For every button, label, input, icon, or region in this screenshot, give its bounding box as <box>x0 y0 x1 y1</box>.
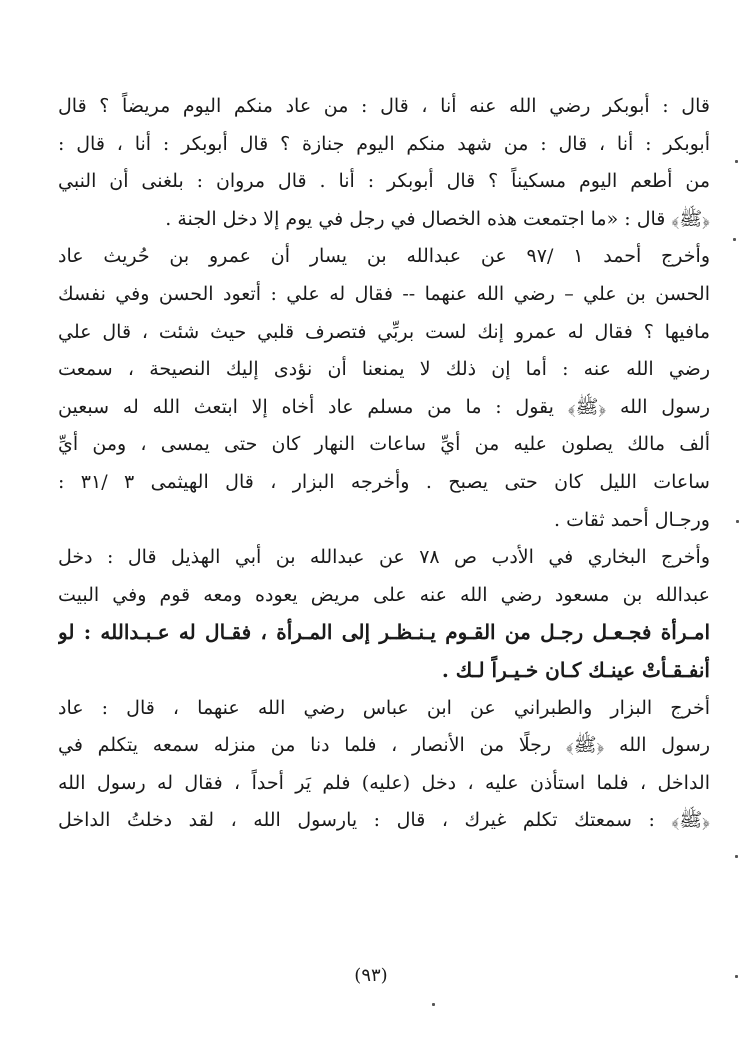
text-line: أبوبكر : أنا ، قال : من شهد منكم اليوم جنازة ؟ قال أبوبكر : أنا ، قال : <box>58 132 710 155</box>
page-body <box>58 88 710 840</box>
scan-speck <box>432 1003 435 1006</box>
text-line: رسول الله ﴿ﷺ﴾ رجلًا من الأنصار ، فلما دنا من منزله سمعه يتكلم في <box>58 734 710 757</box>
text-line: الداخل ، فلما استأذن عليه ، دخل (عليه) فلم يَر أحداً ، فقال له رسول الله <box>58 771 710 794</box>
text-line: الحسن بن علي – رضي الله عنهما -- فقال له علي : أتعود الحسن وفي نفسك <box>58 282 710 305</box>
text-line: وأخرج أحمد ١ /٩٧ عن عبدالله بن يسار أن عمرو بن حُريث عاد <box>58 245 710 268</box>
text-line: مافيها ؟ فقال له عمرو إنك لست بربِّي فتصرف قلبي حيث شئت ، قال علي <box>58 320 710 343</box>
text-line: من أطعم اليوم مسكيناً ؟ قال أبوبكر : أنا . قال مروان : بلغنى أن النبي <box>58 170 710 193</box>
text-line-bold: امـرأة فجـعـل رجـل من القـوم يـنـظـر إلى المـرأة ، فقـال له عـبـدالله : لو <box>58 620 710 645</box>
text-line: عبدالله بن مسعود رضي الله عنه على مريض يعوده ومعه قوم وفي البيت <box>58 583 710 606</box>
text-line: ورجـال أحمد ثقات . <box>554 508 710 531</box>
paragraph-1 <box>58 88 710 238</box>
text-line: ﴿ﷺ﴾ : سمعتك تكلم غيرك ، قال : يارسول الله ، لقد دخلتُ الداخل <box>58 809 710 832</box>
text-line: رسول الله ﴿ﷺ﴾ يقول : ما من مسلم عاد أخاه إلا ابتعث الله له سبعين <box>58 395 710 418</box>
text-line-bold: أنفـقـأتْ عينـك كـان خـيـراً لـك . <box>441 657 710 682</box>
scan-speck <box>736 520 739 523</box>
text-line: ساعات الليل كان حتى يصبح . وأخرجه البزار ، قال الهيثمى ٣ /٣١ : <box>58 470 710 493</box>
scan-speck <box>735 160 738 163</box>
text-line: وأخرج البخاري في الأدب ص ٧٨ عن عبدالله بن أبي الهذيل قال : دخل <box>58 546 710 569</box>
page-number: (٩٣) <box>354 965 388 986</box>
paragraph-2 <box>58 238 710 539</box>
scan-speck <box>733 238 736 241</box>
text-line: أخرج البزار والطبراني عن ابن عباس رضي الله عنهما ، قال : عاد <box>58 696 710 719</box>
text-line: ألف مالك يصلون عليه من أيِّ ساعات النهار كان حتى يمسى ، ومن أيِّ <box>58 433 710 456</box>
scan-speck <box>735 975 738 978</box>
scan-speck <box>735 855 738 858</box>
paragraph-4 <box>58 690 710 840</box>
paragraph-3 <box>58 539 710 689</box>
text-line: رضي الله عنه : أما إن ذلك لا يمنعنا أن نؤدى إليك النصيحة ، سمعت <box>58 358 710 381</box>
text-line: قال : أبوبكر رضي الله عنه أنا ، قال : من عاد منكم اليوم مريضاً ؟ قال <box>58 95 710 117</box>
text-line: ﴿ﷺ﴾ قال : «ما اجتمعت هذه الخصال في رجل في يوم إلا دخل الجنة . <box>165 207 710 230</box>
